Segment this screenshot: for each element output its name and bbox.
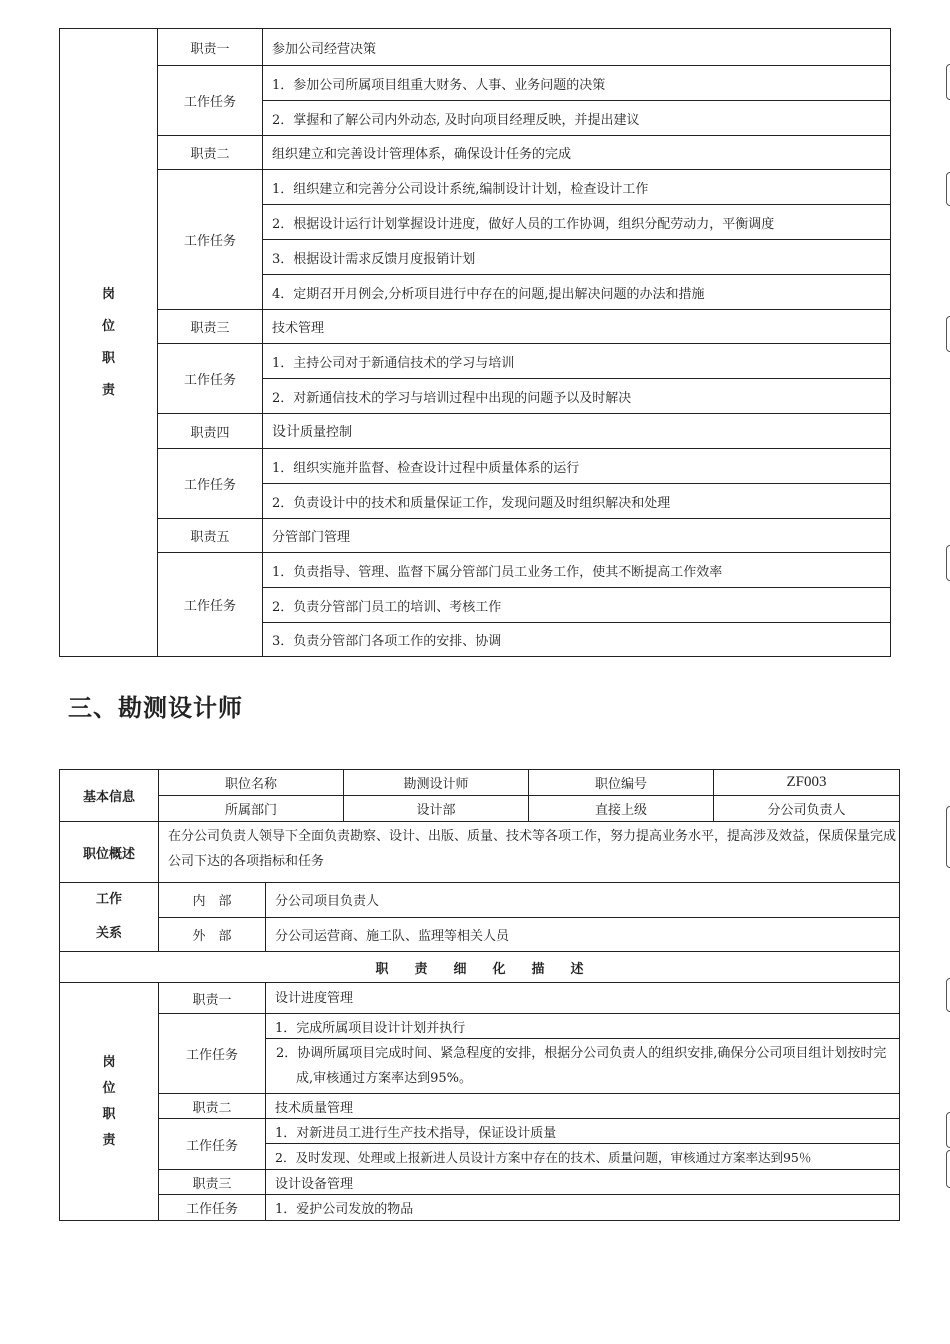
detail-header: 职 责 细 化 描 述	[60, 952, 900, 983]
task-item: 1．爱护公司发放的物品	[266, 1195, 900, 1221]
duty-text: 分管部门管理	[263, 519, 891, 553]
right-edge-mark	[946, 1112, 950, 1148]
task-item: 2．协调所属项目完成时间、紧急程度的安排，根据分公司负责人的组织安排,确保分公司项目组计划按时完成,审核通过方案率达到95%。	[266, 1039, 900, 1094]
duty-label: 职责一	[158, 29, 263, 66]
position-name-value: 勘测设计师	[344, 770, 529, 796]
duty-text: 设计进度管理	[266, 983, 900, 1014]
duty-label: 职责四	[158, 414, 263, 449]
internal-text: 分公司项目负责人	[266, 883, 900, 918]
internal-label: 内 部	[159, 883, 266, 918]
position-code-value: ZF003	[714, 770, 900, 796]
section-title: 三、勘测设计师	[68, 694, 243, 722]
task-item: 1．负责指导、管理、监督下属分管部门员工业务工作，使其不断提高工作效率	[263, 553, 891, 588]
department-label: 所属部门	[159, 796, 344, 822]
duty-text: 设计设备管理	[266, 1170, 900, 1195]
vertical-label-duties: 岗 位 职 责	[60, 29, 158, 657]
task-label: 工作任务	[159, 1195, 266, 1221]
task-label: 工作任务	[159, 1014, 266, 1094]
right-edge-mark	[946, 316, 950, 352]
task-item: 1．组织建立和完善分公司设计系统,编制设计计划，检查设计工作	[263, 170, 891, 205]
external-text: 分公司运营商、施工队、监理等相关人员	[266, 917, 900, 952]
duty-label: 职责二	[158, 136, 263, 170]
position-code-label: 职位编号	[529, 770, 714, 796]
task-item: 1．参加公司所属项目组重大财务、人事、业务问题的决策	[263, 66, 891, 101]
task-item: 3．负责分管部门各项工作的安排、协调	[263, 623, 891, 657]
duty-text: 技术管理	[263, 310, 891, 344]
right-edge-mark	[946, 64, 950, 100]
position-table-surveyor	[59, 769, 900, 1221]
task-label: 工作任务	[159, 1119, 266, 1170]
right-edge-mark	[946, 806, 950, 868]
duty-label: 职责二	[159, 1094, 266, 1119]
task-item: 1．组织实施并监督、检查设计过程中质量体系的运行	[263, 449, 891, 484]
overview-label: 职位概述	[60, 822, 159, 883]
vertical-label-duties: 岗 位 职 责	[60, 983, 159, 1221]
duty-text: 技术质量管理	[266, 1094, 900, 1119]
task-label: 工作任务	[158, 170, 263, 310]
right-edge-mark	[946, 1150, 950, 1188]
relation-label: 工作 关系	[60, 883, 159, 952]
supervisor-label: 直接上级	[529, 796, 714, 822]
task-label: 工作任务	[158, 344, 263, 414]
task-item: 2．掌握和了解公司内外动态, 及时向项目经理反映，并提出建议	[263, 101, 891, 136]
task-label: 工作任务	[158, 449, 263, 519]
right-edge-mark	[946, 172, 950, 206]
duty-text: 设计质量控制	[263, 414, 891, 449]
duty-label: 职责三	[159, 1170, 266, 1195]
duty-label: 职责三	[158, 310, 263, 344]
duty-table-1	[59, 28, 891, 657]
duty-label: 职责五	[158, 519, 263, 553]
task-item: 1．完成所属项目设计计划并执行	[266, 1014, 900, 1039]
basic-info-label: 基本信息	[60, 770, 159, 822]
overview-text: 在分公司负责人领导下全面负责勘察、设计、出版、质量、技术等各项工作，努力提高业务水平，提高涉及效益，保质保量完成公司下达的各项指标和任务	[159, 822, 900, 883]
task-label: 工作任务	[158, 553, 263, 657]
position-name-label: 职位名称	[159, 770, 344, 796]
task-label: 工作任务	[158, 66, 263, 136]
duty-text: 组织建立和完善设计管理体系，确保设计任务的完成	[263, 136, 891, 170]
task-item: 2．及时发现、处理或上报新进人员设计方案中存在的技术、质量问题，审核通过方案率达到95％	[266, 1144, 900, 1170]
duty-label: 职责一	[159, 983, 266, 1014]
right-edge-mark	[946, 545, 950, 581]
task-item: 1．主持公司对于新通信技术的学习与培训	[263, 344, 891, 379]
duty-text: 参加公司经营决策	[263, 29, 891, 66]
task-item: 4．定期召开月例会,分析项目进行中存在的问题,提出解决问题的办法和措施	[263, 275, 891, 310]
task-item: 2．负责设计中的技术和质量保证工作，发现问题及时组织解决和处理	[263, 484, 891, 519]
task-item: 3．根据设计需求反馈月度报销计划	[263, 240, 891, 275]
task-item: 1．对新进员工进行生产技术指导，保证设计质量	[266, 1119, 900, 1144]
department-value: 设计部	[344, 796, 529, 822]
task-item: 2．根据设计运行计划掌握设计进度，做好人员的工作协调，组织分配劳动力，平衡调度	[263, 205, 891, 240]
supervisor-value: 分公司负责人	[714, 796, 900, 822]
task-item: 2．对新通信技术的学习与培训过程中出现的问题予以及时解决	[263, 379, 891, 414]
right-edge-mark	[946, 978, 950, 1012]
external-label: 外 部	[159, 917, 266, 952]
task-item: 2．负责分管部门员工的培训、考核工作	[263, 588, 891, 623]
